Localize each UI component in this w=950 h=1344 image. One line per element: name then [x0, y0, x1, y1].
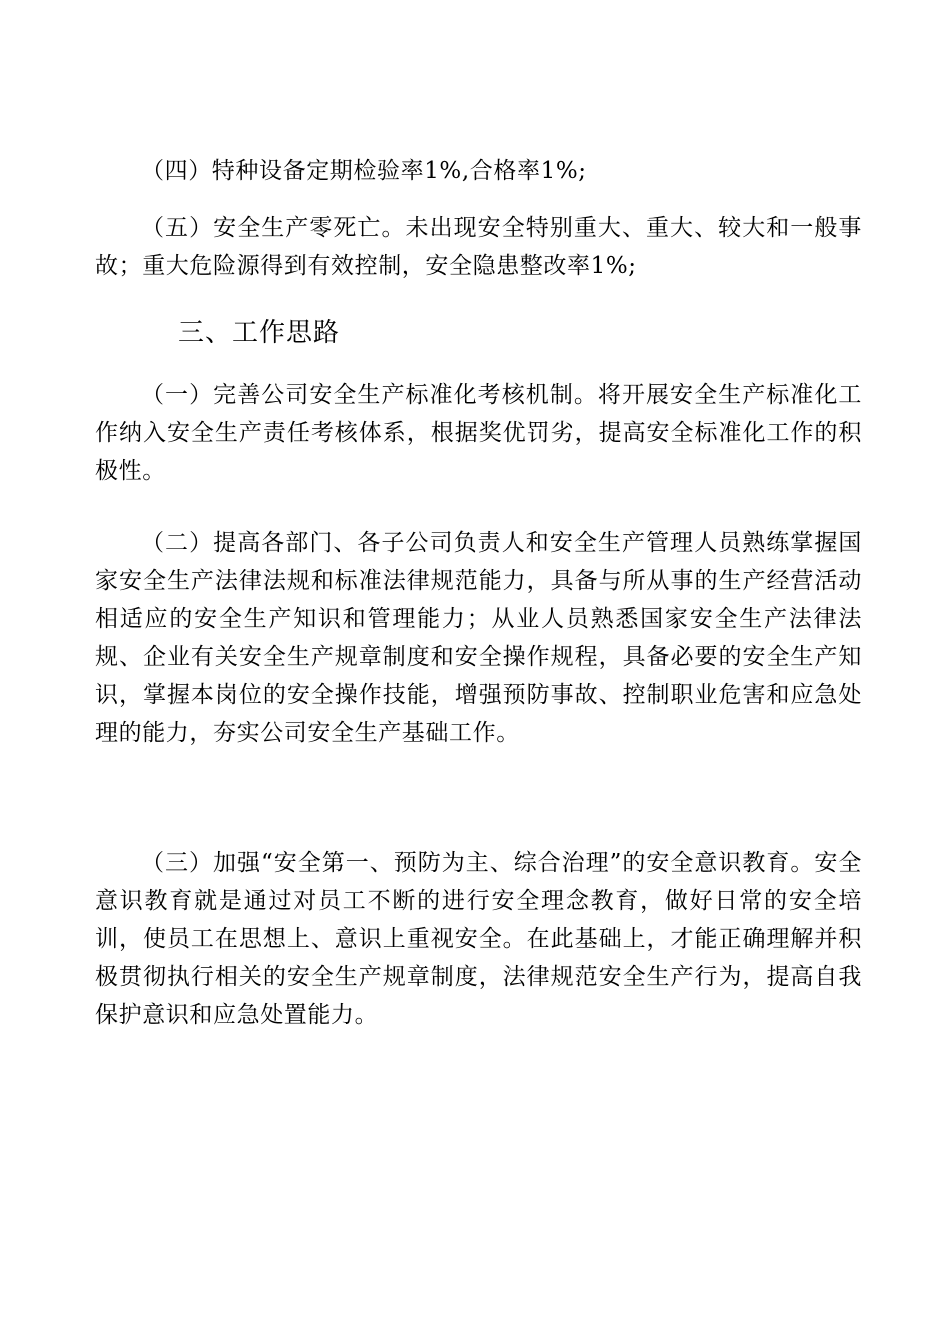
paragraph-3-text: （三）加强“安全第一、预防为主、综合治理”的安全意识教育。安全意识教育就是通过对员工不断的进行安全理念教育，做好日常的安全培训，使员工在思想上、意识上重视安全。在此基础上，才能正确理解并积极贯彻执行相关的安全生产规章制度，法律规范安全生产行为，提高自我保护意识和应急处置能力。 [95, 850, 862, 1028]
paragraph-1-text: （一）完善公司安全生产标准化考核机制。将开展安全生产标准化工作纳入安全生产责任考核体系，根据奖优罚劣，提高安全标准化工作的积极性。 [95, 382, 862, 484]
section-heading: 三、工作思路 [178, 318, 341, 348]
paragraph-2 [95, 524, 862, 752]
paragraph-2-text: （二）提高各部门、各子公司负责人和安全生产管理人员熟练掌握国家安全生产法律法规和标准法律规范能力，具备与所从事的生产经营活动相适应的安全生产知识和管理能力；从业人员熟悉国家安全生产法律法规、企业有关安全生产规章制度和安全操作规程，具备必要的安全生产知识，掌握本岗位的安全操作技能，增强预防事故、控制职业危害和应急处理的能力，夯实公司安全生产基础工作。 [95, 530, 862, 746]
item-5-text: （五）安全生产零死亡。未出现安全特别重大、重大、较大和一般事故；重大危险源得到有效控制，安全隐患整改率1%; [95, 215, 862, 279]
paragraph-3 [95, 844, 862, 1034]
item-5-paragraph [95, 209, 862, 285]
item-4-text: （四）特种设备定期检验率1%,合格率1%; [141, 158, 587, 184]
item-4-paragraph [95, 152, 862, 190]
paragraph-1 [95, 376, 862, 490]
